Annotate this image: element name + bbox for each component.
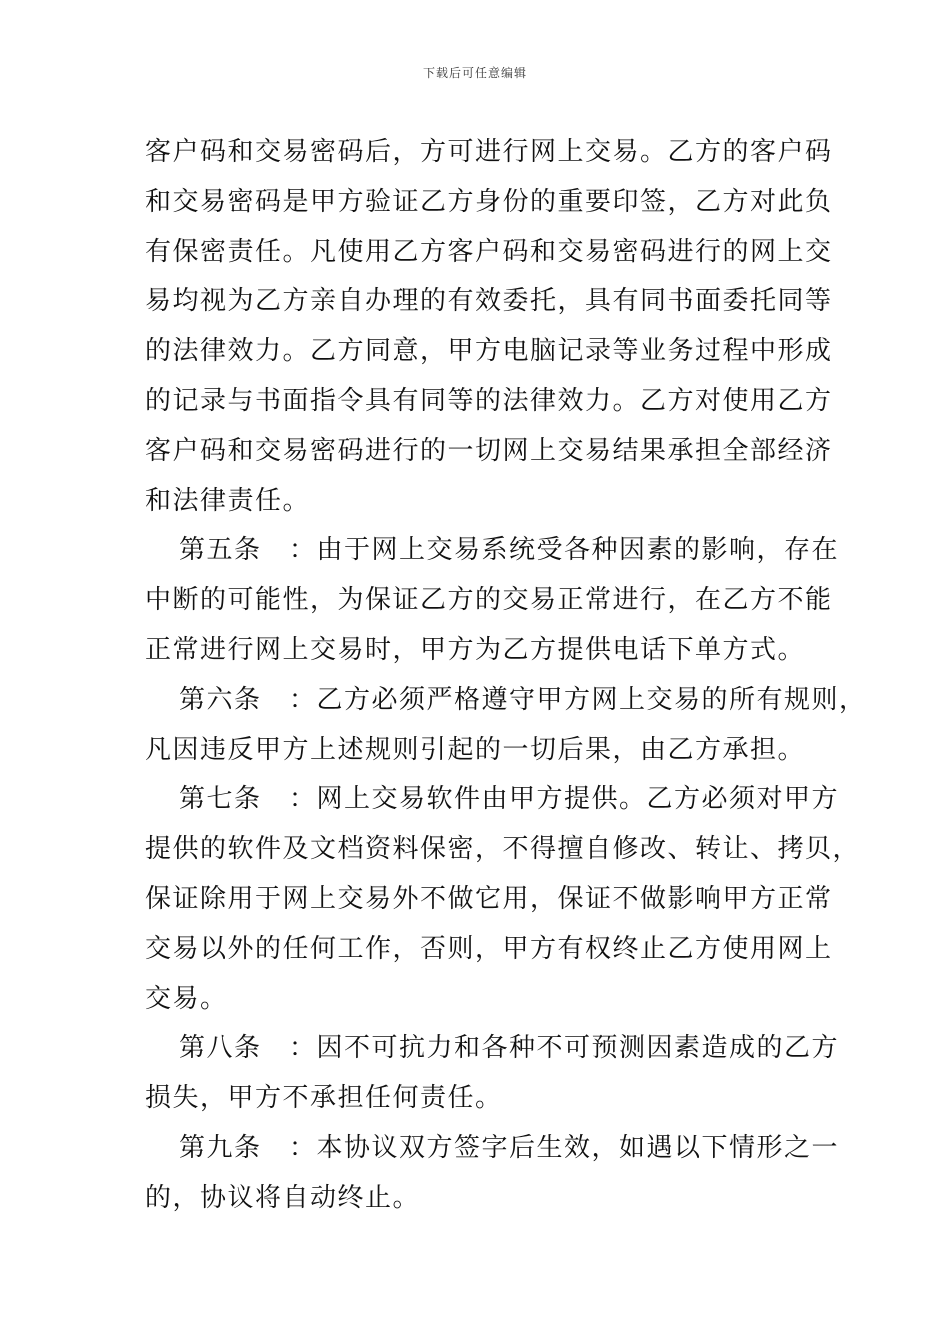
article-5-line: 第五条 ：由于网上交易系统受各种因素的影响，存在: [179, 535, 840, 566]
article-9-line: 第九条 ：本协议双方签字后生效，如遇以下情形之一: [179, 1132, 840, 1163]
body-line: 的记录与书面指令具有同等的法律效力。乙方对使用乙方: [145, 385, 833, 416]
body-line: 保证除用于网上交易外不做它用，保证不做影响甲方正常: [145, 883, 833, 914]
body-line: 交易以外的任何工作，否则，甲方有权终止乙方使用网上: [145, 933, 833, 964]
body-line: 易均视为乙方亲自办理的有效委托，具有同书面委托同等: [145, 286, 833, 317]
article-8-line: 第八条 ：因不可抗力和各种不可预测因素造成的乙方: [179, 1033, 840, 1064]
body-line: 和交易密码是甲方验证乙方身份的重要印签，乙方对此负: [145, 186, 833, 217]
body-line: 的，协议将自动终止。: [145, 1182, 421, 1213]
body-line: 的法律效力。乙方同意，甲方电脑记录等业务过程中形成: [145, 336, 833, 367]
body-line: 交易。: [145, 983, 228, 1014]
body-line: 损失，甲方不承担任何责任。: [145, 1083, 503, 1114]
body-line: 和法律责任。: [145, 485, 311, 516]
body-line: 中断的可能性，为保证乙方的交易正常进行，在乙方不能: [145, 585, 833, 616]
article-7-line: 第七条 ：网上交易软件由甲方提供。乙方必须对甲方: [179, 784, 840, 815]
body-line: 客户码和交易密码后，方可进行网上交易。乙方的客户码: [145, 137, 833, 167]
body-line: 凡因违反甲方上述规则引起的一切后果，由乙方承担。: [145, 734, 806, 765]
header-note: 下载后可任意编辑: [422, 66, 527, 80]
body-line: 客户码和交易密码进行的一切网上交易结果承担全部经济: [145, 435, 833, 466]
document-body: [145, 128, 867, 1224]
body-line: 有保密责任。凡使用乙方客户码和交易密码进行的网上交: [145, 236, 833, 267]
article-6-line: 第六条 ：乙方必须严格遵守甲方网上交易的所有规则，: [179, 684, 867, 715]
body-line: 正常进行网上交易时，甲方为乙方提供电话下单方式。: [145, 634, 806, 665]
body-line: 提供的软件及文档资料保密，不得擅自修改、转让、拷贝，: [145, 834, 861, 865]
